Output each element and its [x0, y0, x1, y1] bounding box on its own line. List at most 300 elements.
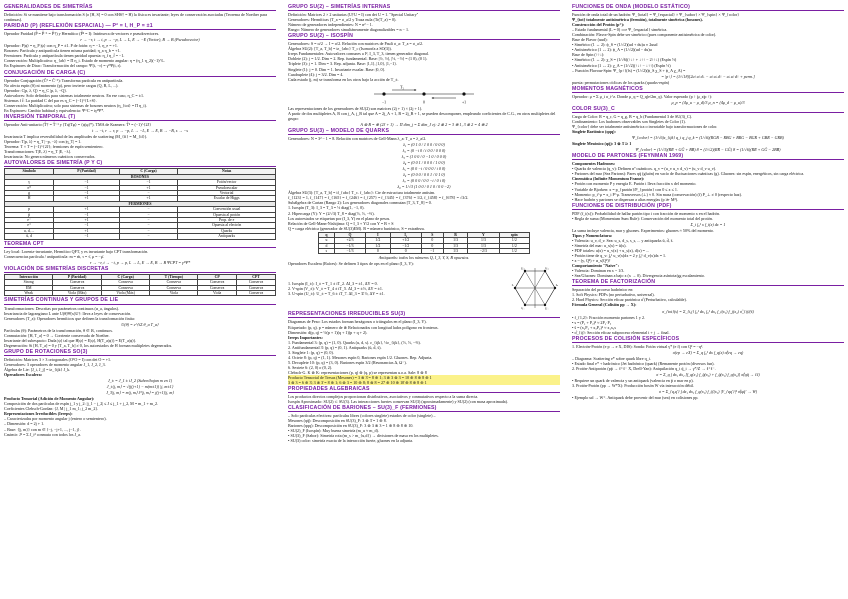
text-line: Irreps Importantes: — [288, 334, 323, 340]
table-cell: Conserva — [237, 285, 276, 290]
text-line: Invariante del subespacio: Dada |ψ⟩ tal que H|ψ⟩ = E|ψ⟩, H(T_a|ψ⟩) = E(T_a|ψ⟩). — [4, 337, 137, 343]
quark-table — [318, 232, 530, 255]
text-line: Autovalores: Solo definidos para sistemas totalmente neutros. En ese caso, η_C = ±1. — [4, 92, 145, 98]
text-line: Definición: Matrices 3 × 3 ortogonales (OᵀO = I) con det O = +1. — [4, 356, 112, 362]
section-heading: GENERALIDADES DE SIMETRÍAS — [4, 5, 276, 11]
table-cell: − — [119, 217, 177, 222]
text-line: Isospín Aproximado: SU(2) ⊂ SU(3). Las interacciones fuertes conservan SU(3) (aproximadamente) y SU(2) (con masa aproximada). — [288, 399, 508, 405]
gellmann-matrix: λ₂ = (0 −i 0 / i 0 0 / 0 0 0) — [402, 147, 446, 153]
hex-label: V₊ — [545, 266, 549, 271]
table-cell: u, d, ... — [5, 228, 54, 233]
text-line: • Ejemplo ud → W⁺. Antiquark debe provenir del mar (sea) en colisiones pp. — [572, 395, 699, 401]
gellmann-matrix: λ₅ = (0 0 −i / 0 0 0 / i 0 0) — [402, 166, 446, 172]
text-line: Conservación: Multiplicativa: η_{ab} = Π η_i. Estado de momento angular: η = (η_1 η_2)(−1)^L. — [4, 58, 165, 64]
table-cell: 1/3 — [468, 243, 499, 248]
text-line: Cada estado (j, m) se transforma en los otros bajo la acción de T_±. — [288, 76, 399, 82]
text-line: r → −r, t → t, p → −p, L → L, E → −E (Vector), B → B (Pseudovector) — [80, 37, 200, 43]
table-cell: Conserva — [53, 285, 102, 290]
equation: σ = Σ_{q,q'} ∫ dx₁ dx₂ f_q(x₁) f_q̄'(x₂) |V_{qq'}|² σ̂(qq̄' → W) — [658, 389, 758, 395]
table-cell: d — [318, 243, 334, 248]
table-cell: Convención usual — [178, 207, 276, 212]
table-cell: −1 — [54, 212, 120, 217]
text-line: Definición: Si se mantiene bajo transformación S (o [H, S] = 0 con SHS† = H) la física es invariante; leyes de conservación asociadas (Teorema de Noether para continuas). — [4, 12, 268, 23]
text-line: • Hace hadrón y partones se dispersan a altas energías (p ≫ M²). — [572, 196, 679, 202]
table-cell: 0 — [390, 248, 421, 253]
table-cell: EM — [5, 285, 53, 290]
table-cell: 0 — [366, 248, 391, 253]
table-cell: − — [119, 207, 177, 212]
equation: σ = Σ_q ∫ dx₁ dx₂ [f_q(x₁) f_q̄(x₂) + f_q̄(x₁) f_q(x₂)] σ̂(qq̄ → ℓℓ) — [656, 372, 760, 378]
text-line: Invariancia: No genera números cuánticos conservados. — [4, 154, 96, 160]
text-line: Dimensión: d(p, q) = ½(p + 1)(q + 1)(p + q + 2). — [288, 329, 368, 335]
text-line: Ψ_{color} debe ser totalmente antisimétrica o invariable bajo transformaciones de color. — [572, 123, 718, 129]
text-line: • Protón tiene de q_v: ∫₀¹ u_v(x)dx = 2 y ∫₀¹ d_v(x)dx = 1. — [572, 253, 667, 259]
table-cell: 1/2 — [499, 238, 530, 243]
text-line: Conmutación: [H, T_a] = 0 → Corriente conservada de Noether. — [4, 332, 110, 338]
text-line: • SU(2)_F (Isospín): Muy buena simetría (m_u ≈ m_d). — [288, 428, 379, 434]
text-line: Generadores: Hermíticas (T_a = σ_a/2 y Traza nula (Tr(T_a) = 0). — [288, 17, 397, 23]
column-1 — [4, 3, 276, 595]
eigenvalue-table — [4, 168, 276, 239]
text-line: • Valencia: u_v, d_v. Sea: u_s, d_s, s_s, ... y antiquarks ū, d̄, s̄. — [572, 237, 674, 243]
tick-label: 0 — [423, 100, 425, 105]
hex-label: V₋ — [521, 306, 525, 311]
text-line: Operador: T|p, λ⟩ = η_T |−p, −λ⟩ con |η_T| = 1. — [4, 139, 82, 145]
text-line: Comportamiento "Naive": — [572, 263, 619, 269]
text-line: • PDF totales: u(x) = u_v(x) + u_s(x), d(x) = ... — [572, 248, 650, 254]
text-line: Base de Spin (↑↑↓): — [572, 52, 605, 58]
text-line: Generadores: N = 3² − 1 = 8. Relación con matrices de Gell-Mann λ_a: T_a = λ_a/2. — [288, 135, 427, 141]
text-line: A partir de dos multipletes A, B con j_A, j_B tal que A = 2j_A + 1, B = 2j_B + 1, se pueden descomponer, empleando coeficientes de C.G., en otros multipletes del grupo: — [288, 110, 556, 121]
table-header-cell: T (Tiempo) — [150, 274, 198, 279]
table-header-cell: C (Carga) — [119, 169, 177, 174]
table-cell: u — [318, 238, 334, 243]
table-cell: γ — [5, 180, 54, 185]
text-line: 1. Soft Physics: PDFs (no perturbativo, universal). — [572, 292, 655, 298]
text-line: Operador: P|ψ⟩ = η_P |ψ⟩ con η_P = ±1. P de fotón: η = −1, η_e = +1. — [4, 43, 118, 49]
text-line: • Simétrico (1 ↔ 2): ϕ_S = (1/√2)(ud + du)u ≡ 2uud — [572, 42, 658, 48]
text-line: Mesones (qq̄): Descomposición en SU(3)_F: 3 ⊗ 3̄ = 1 ⊕ 8. — [288, 418, 387, 424]
text-line: No afecta espín (S) ni momento (p), pero invierte cargas (Q, B, L, ...). — [4, 82, 119, 88]
section-heading: GRUPO DE ROTACIONES SO(3) — [4, 350, 276, 356]
table-cell: +1/2 — [390, 238, 421, 243]
table-header-cell: S — [421, 232, 443, 237]
text-line: • Momento: p_i^μ = x_i P^μ. Transversos (⊥) ≈ 0. Sin masa (conservación) (f) P_⊥ ≠ 0 (respecto haz). — [572, 191, 742, 197]
text-line: Consecuencias partícula / antipartícula: m = m̄, τ = τ̄, μ = −μ̄. — [4, 253, 105, 259]
text-line: Partículas (θ): Parámetros de la transformación, θ ∈ ℝ, continuos. — [4, 327, 113, 333]
text-line: – Función Flavour-Spin: Ψ_{p↑}(fs) = (1/√2)(ϕ_S χ_S + ϕ_A χ_A) = — [572, 67, 686, 73]
table-cell: Viola (Máx) — [101, 291, 150, 296]
text-line: 2. Hard Physics: Sección eficaz partónica σ̂ (Perturbativo, calculable). — [572, 297, 687, 303]
table-cell: +1 — [119, 196, 177, 201]
equation: U(θ) = e^{iΣ θ_a T_a} — [121, 321, 159, 327]
text-line: Relación de Gell-Mann-Nishijima: Q = I_3 + Y/2 con Y = B + S — [288, 220, 394, 226]
table-cell: −1 — [54, 180, 120, 185]
table-header-cell: spin — [499, 232, 530, 237]
table-cell: −1 — [54, 223, 120, 228]
text-line: • f_{1,2}: Fracción momento partones 1 y 2. — [572, 314, 646, 320]
text-line: – Estado fundamental (L = 0) ⟹ Ψ_{espacial} simétrica. — [572, 27, 668, 33]
text-line: Función de onda total de un hadrón: Ψ_{total} = Ψ_{espacial} × Ψ_{sabor} × Ψ_{spin} × Ψ_{color} — [572, 12, 740, 18]
text-line: Clebsch-G. K ⊗ K: representaciones (p, q) ⊗ (q, p) se representan u.o.a. Sale: 8 ⊗ 8 — [288, 369, 427, 375]
table-header-cell: Y — [468, 232, 499, 237]
text-line: Confinamiento: Los hadrones observables son Singletes de Color (1). — [572, 118, 686, 124]
table-header-cell: P (Paridad) — [53, 274, 102, 279]
table-header-cell: I — [366, 232, 391, 237]
text-line: • Regla de suma (Momentum Sum Rule): Conservación del momento total del protón. — [572, 215, 713, 221]
section-heading: GRUPO SU(3) – MODELO DE QUARKS — [288, 129, 560, 135]
text-line: • Estado final e* + hadrónico (Jet hadrónico (quark) (Remanente protón (diversos fun). — [572, 360, 715, 366]
text-line: 1. Fundamental 3: (p, q) = (1, 0). Quarks (u, d, s). ε_{ijk}, ½ε_{ijk}, (⅓, ⅓, −⅔). — [288, 339, 421, 345]
table-cell: Fotón/vector — [178, 180, 276, 185]
text-line: Número de generadores independientes: N = n² − 1. — [288, 22, 373, 28]
text-line: PDF (f_i(x)): Probabilidad de hallar partón tipo i con fracción de momento x en el hadrón. — [572, 210, 721, 216]
text-line: – Solo partículas efectivas: partículas libres (colores singlete) estados de color (singlete) – — [288, 413, 436, 419]
table-cell: Antiquarks — [178, 234, 276, 239]
text-line: Operadores Escalera: — [4, 372, 43, 378]
table-cell: −1 — [54, 185, 120, 190]
table-header-cell: Interacción — [5, 274, 53, 279]
text-line: Generadores (T_a): Operadores hermíticos que definen la transformación finita: — [4, 315, 135, 321]
section-heading: FUNCIONES DE ONDA (MODELO ESTÁTICO) — [572, 5, 844, 11]
text-line: 1. Electrón-Protón (e p → e X, DIS): Sonda: Fotón virtual γ* (e f) con Q² = −q². — [572, 343, 704, 349]
table-cell: +1 — [119, 185, 177, 190]
table-cell: 1/2 — [499, 243, 530, 248]
section-heading: MOMENTOS MAGNÉTICOS — [572, 87, 844, 93]
violation-table — [4, 274, 276, 297]
text-line: Operadores Escalera (Raíces): Se definen 3 tipos de ops en el plano (I_3, Y): — [288, 261, 414, 267]
equation: J_± = J_1 ± iJ_2 (Suben/bajan m en 1) — [107, 378, 173, 384]
table-cell: Conserva — [198, 285, 237, 290]
section-heading: TEOREMA CPT — [4, 242, 276, 248]
text-line: 6. Sextete 6: (2, 0) o (0, 2). — [288, 364, 333, 370]
section-heading: TEOREMA DE FACTORIZACIÓN — [572, 280, 844, 286]
text-line: 5. Decuplete 10: (p, q) = (3, 0). Bariones espín 3/2 (Resonancias Δ, Ω⁻). — [288, 359, 407, 365]
text-line: Los productos directos complejos proporcionan distributivos, asociativos y conmutativos respecto a la suma directa. — [288, 394, 479, 400]
text-line: Operador Anti-unitario (T̂† = T̂⁻¹ y ⟨Tψ|Tφ⟩ = ⟨ψ|φ⟩*). TMA de Kramers: T̂² = (−1)^{2J} — [4, 121, 152, 127]
text-line: 2. V-spin (V_±): V_± = T_4 ± iT_5. ΔI_3 = ±½, ΔY = ±1. — [288, 285, 383, 291]
gellmann-matrix: λ₇ = (0 0 0 / 0 0 −i / 0 i 0) — [402, 178, 446, 184]
section-heading: VIOLACIÓN DE SIMETRÍAS DISCRETAS — [4, 267, 276, 273]
text-line: Generadores: 3 operadores de momento angular J_1, J_2, J_3. — [4, 361, 106, 367]
table-header-cell: Q — [334, 232, 365, 237]
hex-label: I₊ — [555, 283, 559, 288]
table-cell: Viola — [198, 291, 237, 296]
text-line: 2. Protón-Antiprotón (pp̄ → ℓ⁺ℓ⁻ X, Drell-Yan): Aniquilación q_i q̄_i → γ*/Z → ℓ⁺ℓ⁻. — [572, 366, 716, 371]
text-line: Diagramas de Peso: Los estados forman hexágonos o triángulos en el plano (I_3, Y). — [288, 319, 427, 325]
table-row — [5, 234, 276, 239]
table-cell: Strong — [5, 280, 53, 285]
text-line: • Valencia: Dominan en x ~ 1/3. — [572, 268, 625, 274]
table-row — [5, 291, 276, 296]
text-line: – Base: {|j, m⟩} con m ∈ {−j, −j+1, ..., j−1, j}. — [4, 426, 81, 432]
text-line: 3. U-spin (U_±): U_± = T_6 ± iT_7. ΔI_3 = ∓½, ΔY = ±1. — [288, 290, 385, 296]
text-line: • SU(3)_F (Sabor): Simetría rota (m_s > m_{u,d}) → divisiones de masa en los multipletes. — [288, 433, 439, 439]
table-cell: Pseudoescalar — [178, 185, 276, 190]
table-section-label: FERMIONES — [5, 201, 276, 206]
table-header-cell: Símbolo — [5, 169, 54, 174]
table-cell: −1/3 — [334, 248, 365, 253]
text-line: f_{123} = 1, f_{147} = f_{165} = f_{246} = f_{257} = f_{345} = f_{376} = 1/2, f_{458} = f_{678} = √3/2. — [288, 195, 469, 201]
text-line: Definición: Matrices 2 × 2 unitarias (U†U = I) con det U = 1. "Special Unitary" — [288, 12, 419, 18]
gellmann-matrix: λ₃ = (1 0 0 / 0 −1 0 / 0 0 0) — [401, 154, 447, 160]
text-line: Bariones (qqq): Descomposición en SU(3)_F: 3 ⊗ 3 ⊗ 3 = 1 ⊕ 8 ⊕ 8 ⊕ 10. — [288, 423, 414, 429]
table-cell: p̄ — [5, 212, 54, 217]
text-line: Álgebra SU(2): [T_a, T_b] = iε_{abc} T_c (Isomorfa a SO(3)). — [288, 46, 392, 52]
table-cell: p — [5, 207, 54, 212]
equation: Ψ_{color} = (1/√3)(RR̄ + GḠ + BB̄) 8 = (1/√2)(RR̄ − GḠ) 8 = (1/√6)(RR̄ + GḠ − 2BB̄) — [635, 147, 781, 153]
section-heading: CONJUGACIÓN DE CARGA (C) — [4, 71, 276, 77]
table-row — [318, 248, 529, 253]
ladder-list — [288, 281, 510, 296]
section-heading: CLASIFICACIÓN DE BARIONES – SU(3)_F (FERMIONES) — [288, 406, 560, 412]
section-heading: INVERSIÓN TEMPORAL (T) — [4, 115, 276, 121]
text-line: • Requiere un quark de valencia y un antiquark (valencia en p̄ o mar en p). — [572, 378, 694, 384]
gellmann-matrix: λ₈ = 1/√3 (1 0 0 / 0 1 0 / 0 0 −2) — [397, 184, 451, 190]
table-cell: − — [119, 234, 177, 239]
text-line: • Sea/Gluones: Dominan a bajo x (x → 0). Divergencia asíntota/gg escalamiento. — [572, 273, 705, 279]
text-line: – Diagrama: Scattering e* sobre quark libre q_i. — [572, 355, 651, 361]
text-line: Generadores: S = σ/2 → I = σ/2. Relación con matrices de Pauli σ_a: T_a = σ_a/2. — [288, 41, 424, 47]
table-cell: +1 — [54, 196, 120, 201]
text-line: • Variable de Bjorken: x = p_{partón}/P_{protón} con 0 ≤ x ≤ 1. — [572, 186, 678, 192]
text-line: Casimir: J² = Σ J_i² conmuta con todos los J_a. — [4, 431, 81, 437]
text-line: Las representaciones de los generadores de SU(2) son matrices (2j + 1) × (2j + 1). — [288, 105, 423, 111]
text-line: • Quarks de valencia (q_v): Definen nº cuánticos. q_v = (u_v u_v d_v) = (u_v d_v u_v). — [572, 166, 717, 172]
hex-label: I₋ — [511, 283, 515, 288]
text-line: 4. Octete 8: (p, q) = (1, 1). Mesones espín 0, Bariones espín 1/2. Gluones. Rep. Adjunta. — [288, 354, 433, 360]
equation: A ⊗ B = ⊕ (2J + 1) → Π dim_j = Σ dim_J ej: 2 ⊗ 2 = 3 ⊕ 1, 3 ⊗ 2 = 4 ⊕ 2 — [360, 121, 488, 127]
hex-label: U₋ — [545, 306, 549, 311]
text-line: • Simetría del mar: u_s(x) = ū(x). — [572, 242, 627, 248]
tick-label: −1 — [381, 100, 387, 105]
section-heading: AUTOVALORES DE SIMETRÍA (P Y C) — [4, 161, 276, 167]
table-cell: ū, d̄ — [5, 234, 54, 239]
table-cell: −1 — [119, 180, 177, 185]
table-header-cell: P (Paridad) — [54, 169, 120, 174]
table-cell: e⁺ — [5, 223, 54, 228]
text-line: Representaciones Irreducibles (Irreps): — [4, 411, 73, 417]
text-line: 2. Antifundamental 3̄: (p, q) = (0, 1). Antiquarks (ū, d̄, s̄). — [288, 344, 382, 350]
table-cell: 1/3 — [443, 248, 468, 253]
table-header-cell: CP — [198, 274, 237, 279]
text-line: Combinación: Flavor-Spin debe ser simétrico (pues componente antisimétrica de color). — [572, 32, 717, 38]
text-line: Singlete Mesónico (qq̄): 3 ⊗ 3̄ ⊃ 1 — [572, 141, 632, 147]
table-cell: Opuesta al electrón — [178, 223, 276, 228]
table-header-cell: C (Carga) — [101, 274, 150, 279]
text-line: La suma incluye valencia, mar y gluones. Experimentos: gluones ≈ 50% del momento. — [572, 227, 714, 233]
table-cell: Escalar de Higgs — [178, 196, 276, 201]
section-heading: FUNCIONES DE DISTRIBUCIÓN (PDF) — [572, 204, 844, 210]
text-line: Sistemas f f̄: La paridad C del par es η_C = (−1)^{L+S}. — [4, 97, 97, 103]
text-line: Fermiones: Partícula y antipartícula tienen paridad opuesta: η_f η_f̄ = −1. — [4, 53, 125, 59]
equation: σ(ep → eX) = Σ_q ∫₀¹ dx f_q(x) σ̂(eq → eq) — [672, 349, 744, 355]
table-cell: Viola — [150, 291, 198, 296]
section-heading: PROCESOS DE COLISIÓN ESPECÍFICOS — [572, 337, 844, 343]
ladder-label: T₃ — [400, 84, 404, 90]
text-line: – Dimensión: d = 2j + 1. — [4, 421, 45, 427]
text-line: Invariancia de lagrangiano L ante U(θ)Ψ(x)U†: lleva a leyes de conservación. — [4, 310, 132, 316]
weight-hexagon-diagram — [510, 266, 560, 310]
text-line: Transformaciones: T|E, λ⟩ = η_T |E, −λ⟩. — [4, 149, 72, 155]
text-line: r → −r, t → −t, p → p, L → L, E → E, B → B ΨCPT = γ⁵Ψ* — [89, 259, 191, 265]
table-cell: 1/2 — [499, 248, 530, 253]
table-cell: −1 — [54, 190, 120, 195]
equation: = |p↑⟩ = (1/√18)[2u↑u↑d↓ − u↑u↓d↑ − u↓u↑d↑ + perm.] — [661, 73, 755, 79]
section-heading: PROPIEDADES ALGEBRAICAS — [288, 387, 560, 393]
table-cell: Quarks — [178, 228, 276, 233]
table-cell: − — [119, 190, 177, 195]
text-line: puesta: permutaciones cíclicas de los quarks (quarks-espín) — [572, 79, 670, 85]
table-cell: − — [119, 228, 177, 233]
text-line: Teorema: T × T = (−1)^{2J}; fermiones de espín semientero. — [4, 144, 104, 150]
text-line: Ley local: Lorentz-invariante, Hermítico QFT, y es invariante bajo CPT transformación. — [4, 248, 149, 254]
text-line: Subálgebra de Cartan (Rango 2): Los generadores diagonales conmutan [T_3, T_8] = 0. — [288, 200, 432, 206]
equation: Ψ_{color} = (1/√6)ε_{ijk} q_i q_j q_k = (1/√6)(RGB − RBG + BRG − BGR + GBR − GRB) — [632, 135, 784, 141]
tick-label: +1 — [461, 100, 467, 105]
text-line: • x ~ (y, Q²) + α_s(Q²)? — [572, 258, 611, 264]
text-line: Triplete (3): j = 1. Dim = 3. Rep. adjunta. Base: |1,1⟩, |1,0⟩, |1,−1⟩. — [288, 61, 397, 67]
table-cell: Conserva — [150, 285, 198, 290]
table-cell: Conserva — [101, 285, 150, 290]
text-line: Singlete (1): j = 0. Dim = 1. Invariante escalar. Base: |0, 0⟩. — [288, 66, 386, 72]
table-cell: Conserva — [101, 280, 150, 285]
column-3 — [572, 3, 844, 595]
table-cell: s — [318, 248, 334, 253]
table-header-cell: I₃ — [390, 232, 421, 237]
equation: J_3|j, m⟩ = m|j, m⟩ J²|j, m⟩ = j(j+1)|j, m⟩ — [106, 390, 174, 396]
table-section-label: BOSONES — [5, 174, 276, 179]
table-cell: Conserva — [198, 280, 237, 285]
text-line: Singlete Bariónico (qqq): — [572, 129, 616, 135]
table-cell: Vectorial — [178, 190, 276, 195]
ladder-block — [288, 266, 560, 310]
text-line: Composición de dos partículas de espín j_1 y j_2: |j_1 − j_2| ≤ J ≤ j_1 + j_2, M = m_1 + m_2. — [4, 401, 159, 407]
text-line: Ψ_{tot} totalmente antisimétrica (fermión), totalmente simétrica (bosones). — [572, 17, 703, 23]
table-cell: −1/3 — [334, 243, 365, 248]
table-cell: +2/3 — [334, 238, 365, 243]
table-cell: Weak — [5, 291, 53, 296]
table-header-cell: CPT — [237, 274, 276, 279]
table-cell: +1 — [54, 217, 120, 222]
table-cell: Conserva — [150, 280, 198, 285]
text-line: Operador Conjugación (Ĉ² = Ĉ⁻¹): Transforma partícula en antipartícula. — [4, 77, 124, 83]
text-line: Operador Paridad (P̂ = P̂⁻¹ = P̂†) y Hermítico (P̂² = I): Intrínseca de vectores e pseudovectores. — [4, 31, 160, 37]
table-cell: +1 — [54, 228, 120, 233]
text-line: Base de Flavor (uud): — [572, 37, 608, 43]
text-line: Doblete (2): j = 1/2. Dim = 2. Rep. fundamental. Base: |½, ½⟩, |½, −½⟩ = (1 0), (0 1). — [288, 56, 428, 62]
text-line: • SU(3) color: simetría exacta de la interacción fuerte, gluones en la adjunta. — [288, 438, 414, 444]
table-cell: −2/3 — [468, 248, 499, 253]
text-line: Separación del proceso hadrónico en: — [572, 287, 634, 293]
text-line: Etiquetado: (p, q). p = número de ⊗ Relacionados con longitud lados polígono en fronteras. — [288, 324, 439, 330]
table-cell: −1 — [421, 248, 443, 253]
table-cell: Viola (Máx) — [53, 291, 102, 296]
table-cell: 1/2 — [366, 243, 391, 248]
section-heading: PARIDAD (P) (REFLEXIÓN ESPACIAL) — P² = I, Η_P = ±1 — [4, 24, 276, 30]
equation: J_±|j, m⟩ = √(j(j+1) − m(m±1)) |j, m±1⟩ — [106, 384, 174, 390]
text-line: Construcción del Protón (p⁺): — [572, 22, 625, 28]
text-line: Rango: Número de generadores simultáneamente diagonalizables = n − 1. — [288, 27, 410, 33]
table-cell: g — [5, 190, 54, 195]
text-line: Operador: μ = Σ μ_i σ_i^z. Donde μ_q = Q_q(e/2m_q). Valor esperado (p ↑ |μ_z|p ↑): — [572, 93, 713, 99]
text-line: • Antisimétrico (1 ↔ 2): ϕ_A = (1/√2)(ud − du)u — [572, 47, 652, 53]
text-line: Tipos y Nomenclatura: — [572, 232, 613, 238]
text-line: • ŝ = (x₁P₁ + x₂P₂)² ≈ x₁x₂s — [572, 324, 616, 330]
hex-label: U₊ — [521, 266, 525, 271]
table-header-cell: B — [443, 232, 468, 237]
table-cell: Opuesta al protón — [178, 212, 276, 217]
table-cell: 1/3 — [443, 243, 468, 248]
table-cell: −1 — [54, 234, 120, 239]
section-heading: MODELO DE PARTONES (FEYNMAN 1969) — [572, 154, 844, 160]
text-line: Los autoestados se etiquetan por (I_3, Y) en el plano de pesos. — [288, 215, 391, 221]
text-line: • Partones del mar (Sea Partons): Pares qq̄ (gluón) en vacío de fluctuaciones cuánticas (g). Gluones: sin espín, energéticos, sin carga eléctrica. — [572, 171, 805, 177]
text-line: Álgebra SU(3): [T_a, T_b] = if_{abc} T_c. f_{abc}: Cte de estructura totalmente antisim. — [288, 190, 436, 196]
text-line: 3. Singlete 1: (p, q) = (0, 0). — [288, 349, 334, 355]
isospin-ladder-diagram — [364, 83, 484, 105]
text-line: • Protón con momento P y energía E. Partón i lleva fracción x del momento. — [572, 181, 697, 187]
text-line: • Antisimétrico (1 ↔ 2): χ_A = (1/√2)(↑↓↑ − ↓↑↑) (Espín ½) — [572, 62, 671, 68]
text-line: Invariancia T implica reversibilidad de las amplitudes de scattering (M_{fi} = M_{if}). — [4, 134, 148, 140]
text-line: Irreps Fundamentales: Autovalores comunes a I², I_3, T_3, tienen generador diagonal. — [288, 51, 429, 57]
table-cell: e⁻ — [5, 217, 54, 222]
text-line: En Espinores: Cambio habitual y equivalencia: Ψ^C = iγ²Ψ*. — [4, 107, 105, 113]
table-cell: − — [119, 212, 177, 217]
table-cell: 1/3 — [443, 238, 468, 243]
text-line: • Simétrico (1 ↔ 2): χ_S = (1/√6)(↑↓↑ + ↓↑↑ − 2↑↑↓) (Espín ½) — [572, 57, 677, 63]
text-line: Bosones: Partícula y antipartícula tienen misma paridad; η_a η_b = +1. — [4, 48, 121, 54]
text-line: Antiquarks: todos los números Q, I_3, Y, S, B opuestos. — [378, 255, 470, 261]
table-cell: 1/3 — [468, 238, 499, 243]
section-heading: COLOR SU(3)_C — [572, 107, 844, 113]
text-line: Operador: C|p, λ, Q⟩ = η_C |p, λ, −Q⟩. — [4, 87, 67, 93]
text-line: Coeficientes Clebsch-Gordan: ⟨J, M | j_1 m_1; j_2 m_2⟩. — [4, 406, 99, 412]
table-cell: H — [5, 196, 54, 201]
text-line: Q = carga eléctrica (generador de SU(3)EM). B = número bariónico, S = extrañeza. — [288, 225, 425, 231]
section-heading: SIMETRÍAS CONTINUAS Y GRUPOS DE LIE — [4, 298, 276, 304]
table-cell: +1 — [54, 207, 120, 212]
table-cell: −1/2 — [390, 243, 421, 248]
equation: Σ_i ∫₀¹ x f_i(x) dx = 1 — [690, 221, 726, 227]
table-cell: Prop. de e — [178, 217, 276, 222]
table-cell: − — [119, 223, 177, 228]
text-line: Producto Tensorial (Adición de Momento Angular): — [4, 396, 95, 402]
table-cell: π⁰ — [5, 185, 54, 190]
text-line: Fórmula General (Colisión pp → X): — [572, 302, 637, 308]
table-cell: Conserva — [237, 291, 276, 296]
text-line: Álgebra de Lie: [J_i, J_j] = iε_{ijk} J_k. — [4, 367, 71, 373]
text-line: – Caracterizadas por momento angular j (entero o semientero). — [4, 416, 107, 422]
text-line: Transformaciones: Descritas por parámetros continuos (α_a, ángulos). — [4, 305, 119, 311]
table-cell: 1/2 — [366, 238, 391, 243]
text-line: 1. Isospín (T_3): I_3 = T_3 = ½ diag(1, −1, 0). — [288, 205, 365, 211]
text-line: Carga de Color: R = q_r, G = q_g, B = q_b (Fundamental 3 de SU(3)_C). — [572, 113, 693, 119]
gellmann-matrix: λ₁ = (0 1 0 / 1 0 0 / 0 0 0) — [403, 141, 445, 147]
text-line: t → −t, r → r, p → −p, L → −L, E → E, B → −B, s → −s — [92, 127, 188, 133]
table-header-cell: q — [318, 232, 334, 237]
table-cell: Conserva — [53, 280, 102, 285]
text-line: 1. Isospín (I_±): I_± = T_1 ± iT_2. ΔI_3 = ±1, ΔY = 0. — [288, 280, 378, 286]
text-line: • σ̂_{ij}: Sección eficaz subproceso elemental i + j → final. — [572, 329, 670, 335]
equation: σ_{tot}(s) = Σ_{i,j} ∫₀¹ dx₁ ∫₀¹ dx₂ f_i(x₁) f_j(x₂) σ̂_{ij}(ŝ) — [662, 308, 754, 314]
text-line: Cinemática (Infinite Momentum Frame): — [572, 176, 645, 182]
gellmann-matrix: λ₆ = (0 0 0 / 0 0 1 / 0 1 0) — [403, 172, 445, 178]
column-2 — [288, 3, 560, 595]
text-line: 3. Protón-Protón (pp → W*X): Producción bosón W vía interacción débil. — [572, 383, 694, 389]
section-heading: REPRESENTACIONES IRREDUCIBLES SU(3) — [288, 312, 560, 318]
text-line: Conservación: Multiplicativa; solo para sistemas de bosones neutros (η_{tot} = Π η_i). — [4, 102, 147, 108]
